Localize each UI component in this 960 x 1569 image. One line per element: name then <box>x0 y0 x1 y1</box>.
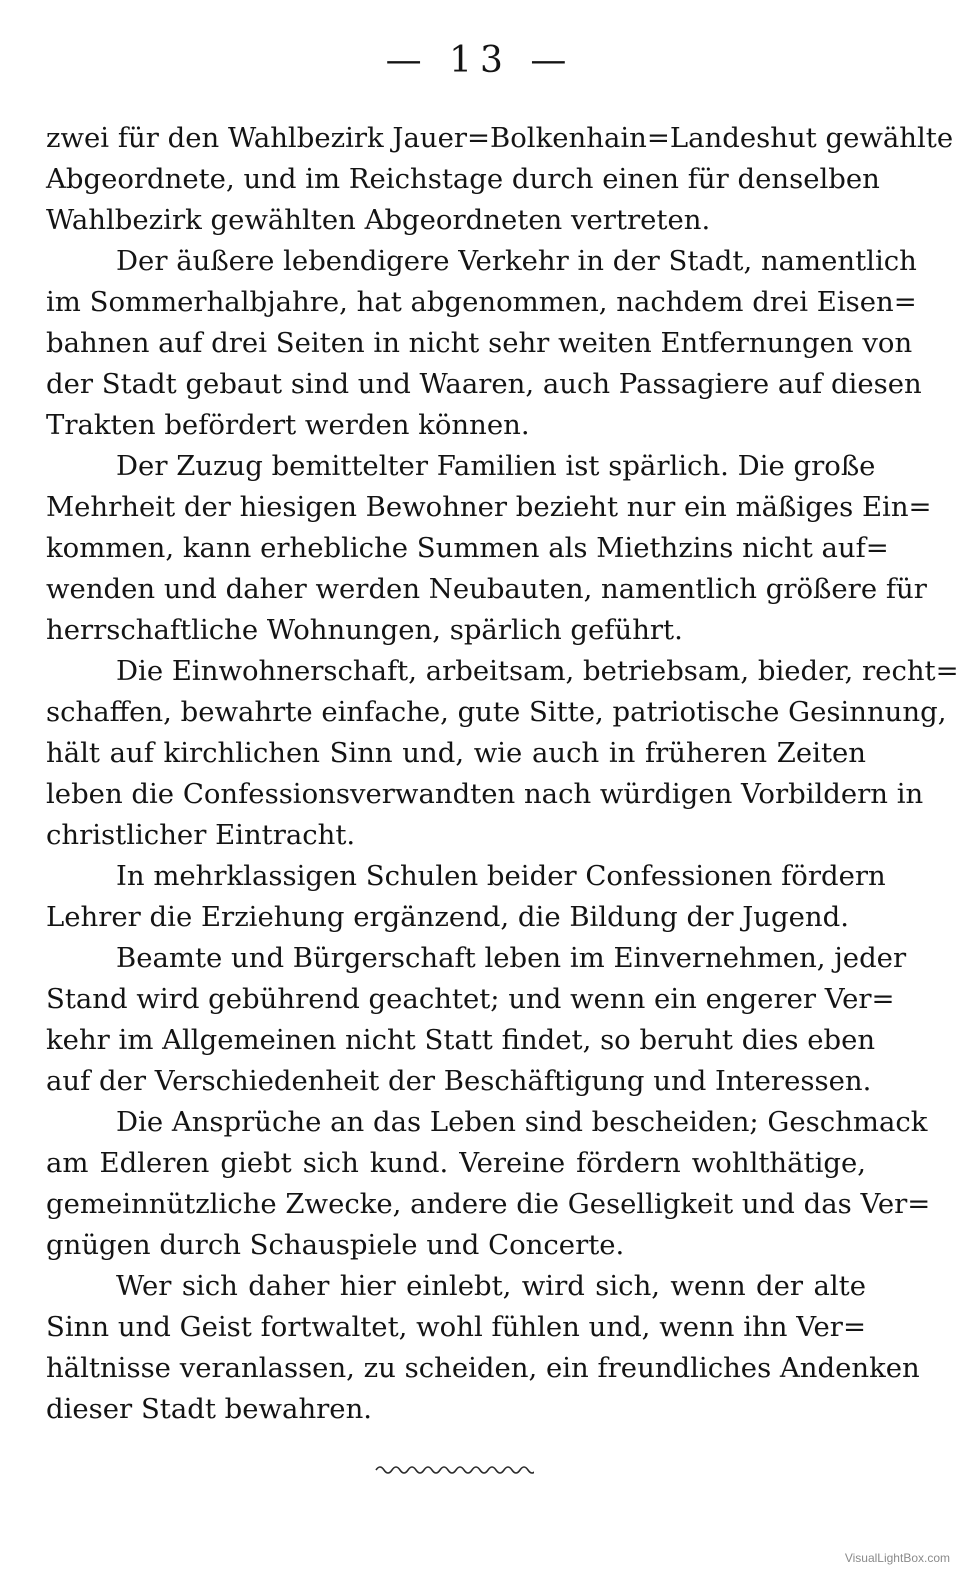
text-line: gnügen durch Schauspiele und Concerte. <box>46 1229 625 1261</box>
text-line: Der äußere lebendigere Verkehr in der Stadt, namentlich <box>116 245 917 277</box>
text-line: christlicher Eintracht. <box>46 819 356 851</box>
paragraph <box>46 1102 931 1266</box>
text-line: wenden und daher werden Neubauten, namentlich größere für <box>46 573 927 605</box>
paragraph <box>46 856 886 938</box>
text-line: zwei für den Wahlbezirk Jauer=Bolkenhain=Landeshut gewählte <box>46 122 954 154</box>
paragraph <box>46 651 959 856</box>
watermark: VisualLightBox.com <box>844 1551 950 1565</box>
text-line: auf der Verschiedenheit der Beschäftigung und Interessen. <box>46 1065 872 1097</box>
text-line: Wer sich daher hier einlebt, wird sich, wenn der alte <box>116 1270 866 1302</box>
text-line: Die Ansprüche an das Leben sind bescheiden; Geschmack <box>116 1106 928 1138</box>
text-line: der Stadt gebaut sind und Waaren, auch Passagiere auf diesen <box>46 368 922 400</box>
text-line: Der Zuzug bemittelter Familien ist spärlich. Die große <box>116 450 876 482</box>
text-line: herrschaftliche Wohnungen, spärlich geführt. <box>46 614 683 646</box>
paragraph <box>46 1266 920 1430</box>
text-line: bahnen auf drei Seiten in nicht sehr weiten Entfernungen von <box>46 327 913 359</box>
text-line: schaffen, bewahrte einfache, gute Sitte, patriotische Gesinnung, <box>46 696 947 728</box>
text-line: Wahlbezirk gewählten Abgeordneten vertreten. <box>46 204 711 236</box>
text-line: Mehrheit der hiesigen Bewohner bezieht nur ein mäßiges Ein= <box>46 491 932 523</box>
paragraph <box>46 446 932 651</box>
text-line: hält auf kirchlichen Sinn und, wie auch in früheren Zeiten <box>46 737 866 769</box>
text-line: Die Einwohnerschaft, arbeitsam, betriebsam, bieder, recht= <box>116 655 959 687</box>
text-line: Abgeordnete, und im Reichstage durch einen für denselben <box>46 163 880 195</box>
text-line: am Edleren giebt sich kund. Vereine fördern wohlthätige, <box>46 1147 866 1179</box>
text-line: dieser Stadt bewahren. <box>46 1393 373 1425</box>
paragraph <box>46 241 922 446</box>
body-text <box>46 118 959 1430</box>
text-line: Beamte und Bürgerschaft leben im Einvernehmen, jeder <box>116 942 907 974</box>
text-line: Trakten befördert werden können. <box>46 409 530 441</box>
text-line: im Sommerhalbjahre, hat abgenommen, nachdem drei Eisen= <box>46 286 917 318</box>
paragraph <box>46 118 954 241</box>
text-line: kommen, kann erhebliche Summen als Miethzins nicht auf= <box>46 532 889 564</box>
text-line: Sinn und Geist fortwaltet, wohl fühlen und, wenn ihn Ver= <box>46 1311 866 1343</box>
text-line: Stand wird gebührend geachtet; und wenn ein engerer Ver= <box>46 983 895 1015</box>
wavy-divider-ornament <box>374 1462 534 1478</box>
text-line: Lehrer die Erziehung ergänzend, die Bildung der Jugend. <box>46 901 849 933</box>
text-line: leben die Confessionsverwandten nach würdigen Vorbildern in <box>46 778 924 810</box>
paragraph <box>46 938 907 1102</box>
page-number: — 13 — <box>385 40 575 81</box>
text-line: In mehrklassigen Schulen beider Confessionen fördern <box>116 860 886 892</box>
text-line: kehr im Allgemeinen nicht Statt findet, so beruht dies eben <box>46 1024 876 1056</box>
text-line: gemeinnützliche Zwecke, andere die Geselligkeit und das Ver= <box>46 1188 931 1220</box>
text-line: hältnisse veranlassen, zu scheiden, ein freundliches Andenken <box>46 1352 920 1384</box>
